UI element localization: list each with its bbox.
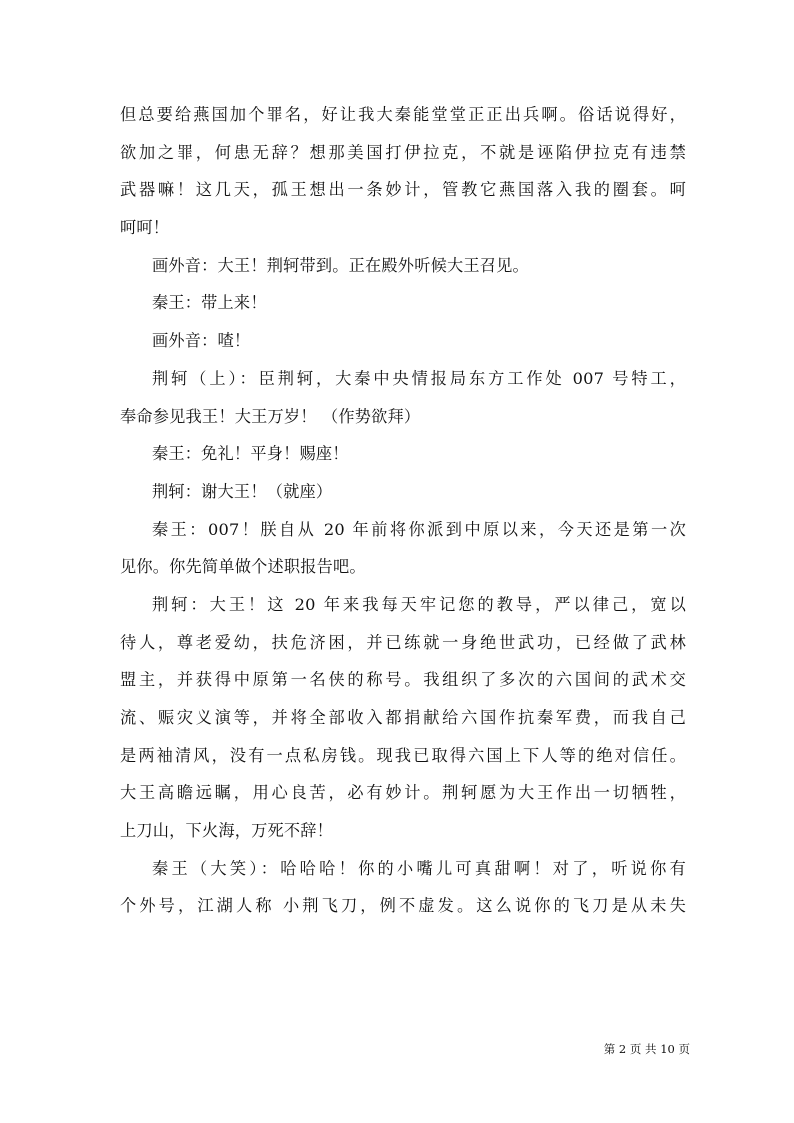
text-line: 呵呵！ (120, 218, 170, 238)
text-line: 秦王：007！朕自从 20 年前将你派到中原以来，今天还是第一次 (152, 519, 686, 539)
text-line: 欲加之罪，何患无辞？想那美国打伊拉克，不就是诬陷伊拉克有违禁 (120, 142, 686, 162)
document-body (120, 96, 686, 925)
text-line: 秦王：带上来！ (152, 293, 267, 313)
text-line: 画外音：喳！ (152, 331, 251, 351)
text-line: 荆轲（上）：臣荆轲，大秦中央情报局东方工作处 007 号特工， (152, 368, 686, 388)
text-line: 秦王（大笑）：哈哈哈！你的小嘴儿可真甜啊！对了，听说你有 (152, 858, 686, 878)
text-line: 奉命参见我王！大王万岁！ （作势欲拜） (120, 406, 421, 426)
text-line: 上刀山，下火海，万死不辞！ (120, 821, 334, 841)
page-footer: 第 2 页 共 10 页 (603, 1042, 690, 1056)
text-line: 但总要给燕国加个罪名，好让我大秦能堂堂正正出兵啊。俗话说得好， (120, 105, 686, 124)
text-line: 待人，尊老爱幼，扶危济困，并已练就一身绝世武功，已经做了武林 (120, 632, 686, 652)
text-line: 荆轲：大王！这 20 年来我每天牢记您的教导，严以律己，宽以 (152, 594, 686, 614)
text-line: 是两袖清风，没有一点私房钱。现我已取得六国上下人等的绝对信任。 (120, 745, 686, 765)
text-line: 荆轲：谢大王！（就座） (152, 481, 333, 501)
text-line: 秦王：免礼！平身！赐座！ (152, 444, 349, 464)
text-line: 武器嘛！这几天，孤王想出一条妙计，管教它燕国落入我的圈套。呵 (120, 180, 686, 200)
text-line: 画外音：大王！荆轲带到。正在殿外听候大王召见。 (152, 255, 529, 275)
text-line: 个外号，江湖人称 小荆飞刀，例不虚发。这么说你的飞刀是从未失 (120, 896, 686, 916)
text-line: 盟主，并获得中原第一名侠的称号。我组织了多次的六国间的武术交 (120, 670, 686, 690)
text-line: 大王高瞻远瞩，用心良苦，必有妙计。荆轲愿为大王作出一切牺牲， (120, 783, 686, 803)
text-line: 见你。你先简单做个述职报告吧。 (120, 557, 366, 577)
text-line: 流、赈灾义演等，并将全部收入都捐献给六国作抗秦军费，而我自己 (120, 708, 686, 727)
